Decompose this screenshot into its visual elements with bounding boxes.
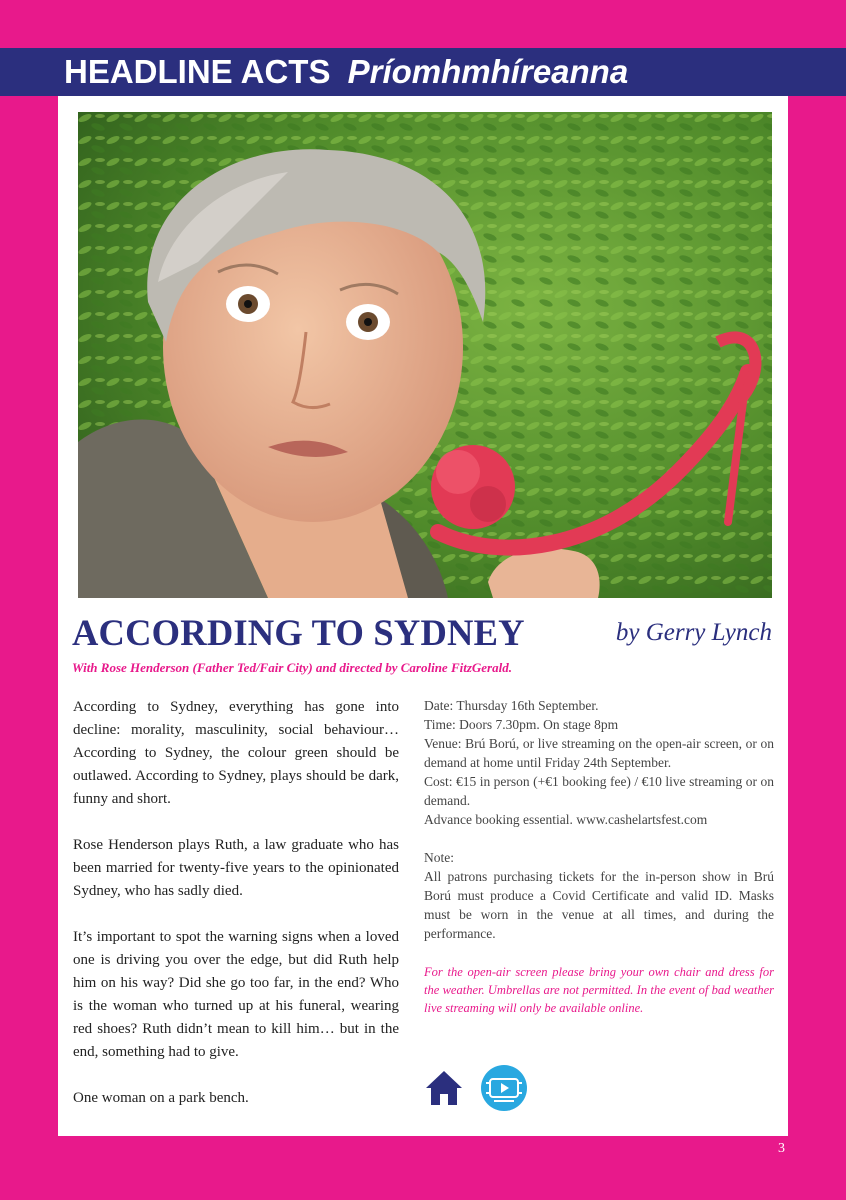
home-icon xyxy=(424,1068,464,1108)
show-author: by Gerry Lynch xyxy=(615,619,772,646)
event-time: Time: Doors 7.30pm. On stage 8pm xyxy=(424,717,619,732)
description-paragraph: It’s important to spot the warning signs when a loved one is driving you over the edge, but did Ruth help him on his way? Did she go too far, in the end? Who is the woman who turned up at his funeral, wearing red shoes? Ruth didn’t mean to kill him… but in the end, something had to give. xyxy=(73,929,399,1060)
description-paragraph: Rose Henderson plays Ruth, a law graduate who has been married for twenty-five years to the opinionated Sydney, who has sadly died. xyxy=(73,837,399,899)
streaming-icon xyxy=(480,1064,528,1112)
title-row xyxy=(72,611,772,657)
description-paragraph: One woman on a park bench. xyxy=(73,1090,249,1106)
event-venue: Venue: Brú Ború, or live streaming on the open-air screen, or on demand at home until Friday 24th September. xyxy=(424,736,774,770)
section-banner xyxy=(0,48,846,96)
outdoor-note: For the open-air screen please bring your own chair and dress for the weather. Umbrellas are not permitted. In the event of bad weather live streaming will only be available online. xyxy=(424,965,774,1015)
show-title: ACCORDING TO SYDNEY xyxy=(72,612,525,653)
page-number: 3 xyxy=(778,1141,785,1156)
note-text: All patrons purchasing tickets for the in-person show in Brú Ború must produce a Covid Certificate and valid ID. Masks must be worn in the venue at all times, and during the performance. xyxy=(424,869,774,941)
show-credits: With Rose Henderson (Father Ted/Fair City) and directed by Caroline FitzGerald. xyxy=(72,660,512,675)
promo-photo xyxy=(78,112,772,598)
details-column xyxy=(424,696,774,1017)
content-panel xyxy=(58,96,788,1136)
booking-info: Advance booking essential. www.cashelartsfest.com xyxy=(424,812,708,827)
section-title-irish: Príomhmhíreanna xyxy=(347,53,629,90)
section-title: HEADLINE ACTS xyxy=(64,53,331,90)
event-cost: Cost: €15 in person (+€1 booking fee) / €10 live streaming or on demand. xyxy=(424,774,774,808)
event-date: Date: Thursday 16th September. xyxy=(424,698,599,713)
description-paragraph: According to Sydney, everything has gone into decline: morality, masculinity, social behaviour… According to Sydney, the colour green should be outlawed. According to Sydney, plays should be dark, funny and short. xyxy=(73,699,399,807)
note-heading: Note: xyxy=(424,850,454,865)
description-column xyxy=(73,696,399,1133)
